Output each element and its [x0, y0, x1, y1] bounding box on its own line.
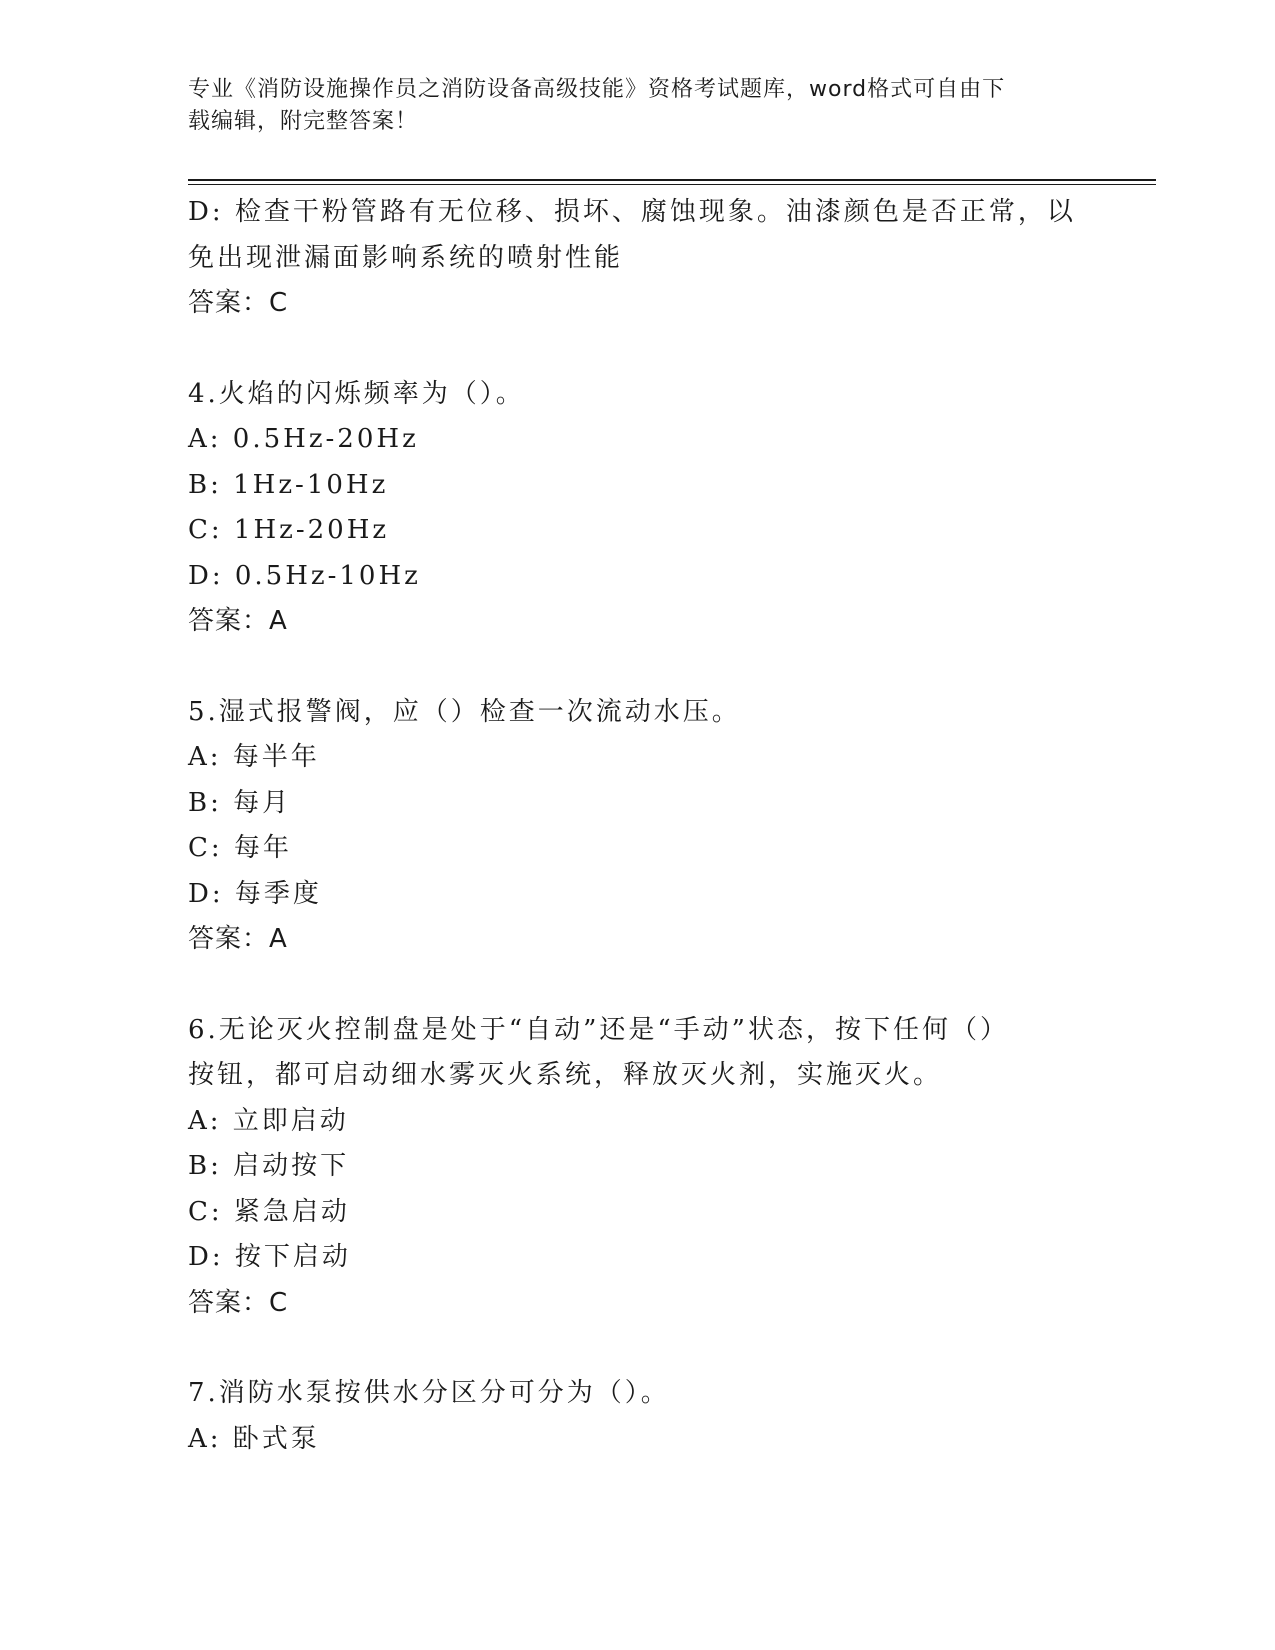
option-d: D: 按下启动: [188, 1242, 351, 1272]
header-line-1: 专业《消防设施操作员之消防设备高级技能》资格考试题库，word格式可自由下: [188, 77, 1006, 102]
header-divider-thin: [188, 184, 1156, 185]
option-a: A: 0.5Hz-20Hz: [188, 424, 419, 454]
option-b: B: 每月: [188, 787, 292, 818]
question-stem: 7.消防水泵按供水分区分可分为（）。: [188, 1378, 670, 1408]
question-6: [188, 1008, 1088, 1327]
question-list: [188, 190, 1088, 1462]
option-a: A: 立即启动: [188, 1105, 349, 1136]
question-stem-line-1: 6.无论灭火控制盘是处于“自动”还是“手动”状态，按下任何（）: [188, 1014, 1009, 1045]
question-4: [188, 372, 1088, 645]
document-header: [188, 74, 1068, 138]
question-stem-line-2: 按钮，都可启动细水雾灭火系统，释放灭火剂，实施灭火。: [188, 1060, 943, 1090]
option-c: C: 紧急启动: [188, 1196, 350, 1227]
header-line-2: 载编辑，附完整答案！: [188, 109, 419, 134]
option-c: C: 每年: [188, 833, 292, 863]
question-spacer: [188, 963, 1088, 1008]
option-a: A: 每半年: [188, 742, 320, 772]
option-a: A: 卧式泵: [188, 1423, 320, 1454]
option-d-line-2: 免出现泄漏面影响系统的喷射性能: [188, 242, 624, 273]
option-d: D: 每季度: [188, 878, 322, 909]
header-divider-thick: [188, 179, 1156, 181]
question-5: [188, 690, 1088, 963]
answer-line: 答案：A: [188, 924, 288, 954]
question-stem: 5.湿式报警阀，应（）检查一次流动水压。: [188, 696, 741, 727]
option-c: C: 1Hz-20Hz: [188, 515, 390, 545]
option-d: D: 0.5Hz-10Hz: [188, 560, 421, 591]
answer-line: 答案：C: [188, 1287, 289, 1318]
question-spacer: [188, 327, 1088, 372]
question-spacer: [188, 645, 1088, 690]
question-3-continuation: [188, 190, 1088, 327]
option-b: B: 启动按下: [188, 1151, 350, 1181]
question-stem: 4.火焰的闪烁频率为（）。: [188, 378, 525, 409]
answer-line: 答案：C: [188, 288, 289, 318]
option-b: B: 1Hz-10Hz: [188, 469, 389, 500]
question-7: [188, 1371, 1088, 1462]
question-spacer: [188, 1326, 1088, 1371]
option-d-line-1: D: 检查干粉管路有无位移、损坏、腐蚀现象。油漆颜色是否正常，以: [188, 197, 1076, 227]
answer-line: 答案：A: [188, 606, 288, 636]
